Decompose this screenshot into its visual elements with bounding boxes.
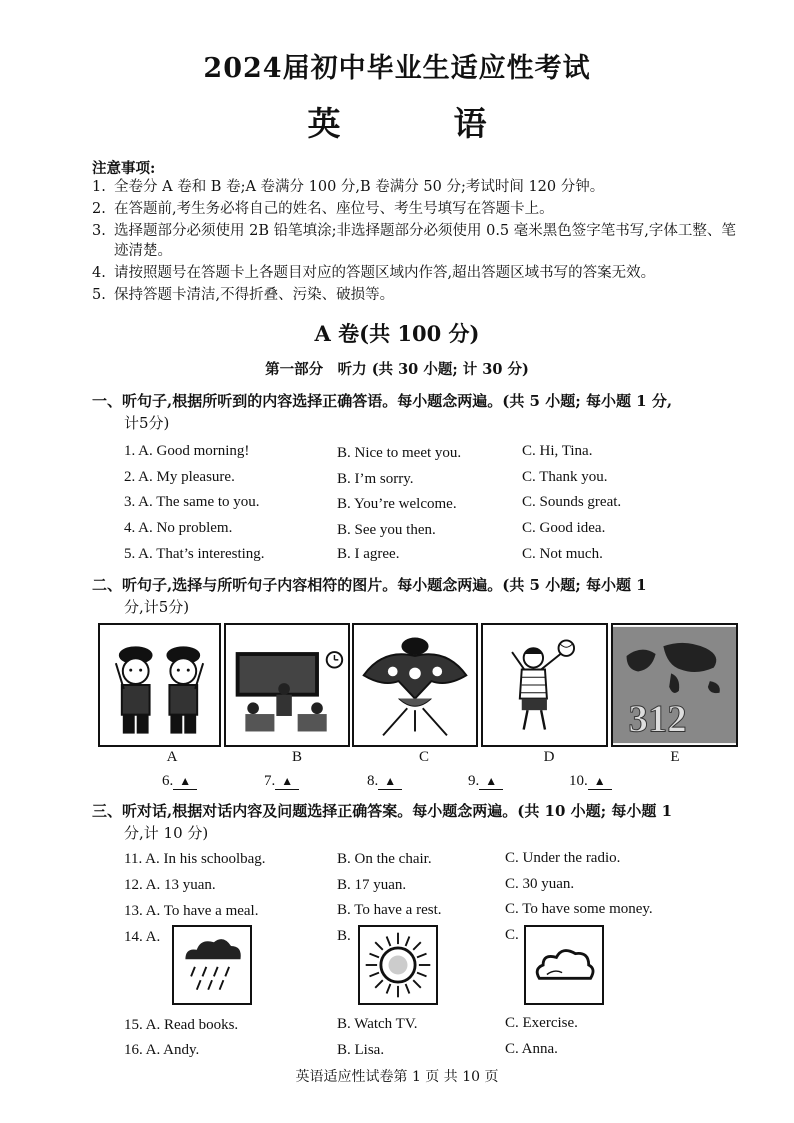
note-text: 选择题部分必须使用 2B 铅笔填涂;非选择题部分必须使用 0.5 毫米黑色签字笔书写,字体工整、笔迹清楚。 bbox=[114, 223, 736, 259]
picture-label: B bbox=[291, 749, 302, 765]
option-13c: C. To have some money. bbox=[505, 901, 653, 917]
part-one-title: 第一部分 听力 (共 30 小题; 计 30 分) bbox=[265, 361, 529, 378]
blank-mark: ▲ bbox=[173, 774, 197, 790]
note-item bbox=[92, 263, 752, 283]
option-11a: 11. A. In his schoolbag. bbox=[124, 851, 266, 867]
note-text: 保持答题卡清洁,不得折叠、污染、破损等。 bbox=[114, 287, 395, 303]
instruction-line: 一、听句子,根据所听到的内容选择正确答语。每小题念两遍。(共 5 小题; 每小题 1 分, bbox=[92, 392, 673, 410]
option-15a: 15. A. Read books. bbox=[124, 1017, 239, 1033]
picture-d-volleyball-player bbox=[481, 623, 608, 747]
answer-blank-9[interactable] bbox=[468, 773, 503, 790]
answer-blank-6[interactable] bbox=[162, 773, 197, 790]
section-2-instruction bbox=[92, 574, 752, 618]
instruction-line: 分,计5分) bbox=[124, 598, 190, 616]
rain-icon bbox=[172, 925, 252, 1005]
option-5c: C. Not much. bbox=[522, 546, 603, 562]
note-num: 1. bbox=[92, 179, 106, 195]
note-item bbox=[92, 221, 752, 261]
option-3c: C. Sounds great. bbox=[522, 494, 622, 510]
picture-label: D bbox=[543, 749, 555, 765]
option-5b: B. I agree. bbox=[337, 546, 400, 562]
blank-mark: ▲ bbox=[479, 774, 503, 790]
option-16c: C. Anna. bbox=[505, 1041, 558, 1057]
option-13a: 13. A. To have a meal. bbox=[124, 903, 259, 919]
option-16a: 16. A. Andy. bbox=[124, 1042, 200, 1058]
note-item bbox=[92, 199, 752, 219]
note-num: 3. bbox=[92, 223, 106, 239]
option-5a: 5. A. That’s interesting. bbox=[124, 546, 265, 562]
blank-mark: ▲ bbox=[275, 774, 299, 790]
note-item bbox=[92, 177, 752, 197]
section-1-instruction bbox=[92, 390, 752, 434]
note-num: 2. bbox=[92, 201, 106, 217]
picture-label: C bbox=[418, 749, 429, 765]
picture-label: E bbox=[670, 749, 680, 765]
option-3a: 3. A. The same to you. bbox=[124, 494, 260, 510]
picture-c-kite bbox=[352, 623, 478, 747]
option-4b: B. See you then. bbox=[337, 522, 436, 538]
notes-heading: 注意事项: bbox=[92, 160, 156, 177]
answer-blank-8[interactable] bbox=[367, 773, 402, 790]
option-1c: C. Hi, Tina. bbox=[522, 443, 593, 459]
option-12b: B. 17 yuan. bbox=[337, 877, 407, 893]
exam-title: 2024届初中毕业生适应性考试 bbox=[203, 53, 591, 84]
page-footer: 英语适应性试卷第 1 页 共 10 页 bbox=[295, 1069, 499, 1085]
note-text: 全卷分 A 卷和 B 卷;A 卷满分 100 分,B 卷满分 50 分;考试时间 120 分钟。 bbox=[114, 179, 605, 195]
note-text: 请按照题号在答题卡上各题目对应的答题区域内作答,超出答题区域书写的答案无效。 bbox=[114, 265, 656, 281]
option-2a: 2. A. My pleasure. bbox=[124, 469, 235, 485]
blank-mark: ▲ bbox=[378, 774, 402, 790]
instruction-line: 分,计 10 分) bbox=[124, 824, 209, 842]
option-11c: C. Under the radio. bbox=[505, 850, 621, 866]
option-14b-label: B. bbox=[337, 928, 351, 944]
option-1b: B. Nice to meet you. bbox=[337, 445, 462, 461]
option-4a: 4. A. No problem. bbox=[124, 520, 233, 536]
option-16b: B. Lisa. bbox=[337, 1042, 385, 1058]
picture-label: A bbox=[166, 749, 178, 765]
option-4c: C. Good idea. bbox=[522, 520, 606, 536]
option-15c: C. Exercise. bbox=[505, 1015, 578, 1031]
option-12a: 12. A. 13 yuan. bbox=[124, 877, 216, 893]
subject-title: 英 语 bbox=[307, 104, 527, 143]
option-11b: B. On the chair. bbox=[337, 851, 432, 867]
picture-e-world-map bbox=[611, 623, 738, 747]
note-num: 4. bbox=[92, 265, 106, 281]
paper-a-title: A 卷(共 100 分) bbox=[314, 321, 480, 346]
picture-a-police-officers bbox=[98, 623, 221, 747]
option-2b: B. I’m sorry. bbox=[337, 471, 414, 487]
option-3b: B. You’re welcome. bbox=[337, 496, 457, 512]
blank-number: 8. bbox=[367, 773, 379, 789]
blank-number: 7. bbox=[264, 773, 276, 789]
picture-b-classroom bbox=[224, 623, 350, 747]
option-2c: C. Thank you. bbox=[522, 469, 608, 485]
note-text: 在答题前,考生务必将自己的姓名、座位号、考生号填写在答题卡上。 bbox=[114, 201, 554, 217]
option-14a-label: 14. A. bbox=[124, 929, 161, 945]
answer-blank-10[interactable] bbox=[569, 773, 612, 790]
blank-mark: ▲ bbox=[588, 774, 612, 790]
blank-number: 10. bbox=[569, 773, 588, 789]
instruction-line: 计5分) bbox=[124, 414, 170, 432]
section-3-instruction bbox=[92, 800, 752, 844]
answer-blank-7[interactable] bbox=[264, 773, 299, 790]
note-item bbox=[92, 285, 752, 305]
svg-text:312: 312 bbox=[628, 697, 687, 741]
instruction-line: 二、听句子,选择与所听句子内容相符的图片。每小题念两遍。(共 5 小题; 每小题 1 bbox=[92, 576, 647, 594]
blank-number: 9. bbox=[468, 773, 480, 789]
blank-number: 6. bbox=[162, 773, 174, 789]
note-num: 5. bbox=[92, 287, 106, 303]
option-14c-label: C. bbox=[505, 927, 519, 943]
option-1a: 1. A. Good morning! bbox=[124, 443, 250, 459]
option-12c: C. 30 yuan. bbox=[505, 876, 575, 892]
cloud-icon bbox=[524, 925, 604, 1005]
option-13b: B. To have a rest. bbox=[337, 902, 442, 918]
option-15b: B. Watch TV. bbox=[337, 1016, 418, 1032]
sun-icon bbox=[358, 925, 438, 1005]
instruction-line: 三、听对话,根据对话内容及问题选择正确答案。每小题念两遍。(共 10 小题; 每小题 1 bbox=[92, 802, 673, 820]
